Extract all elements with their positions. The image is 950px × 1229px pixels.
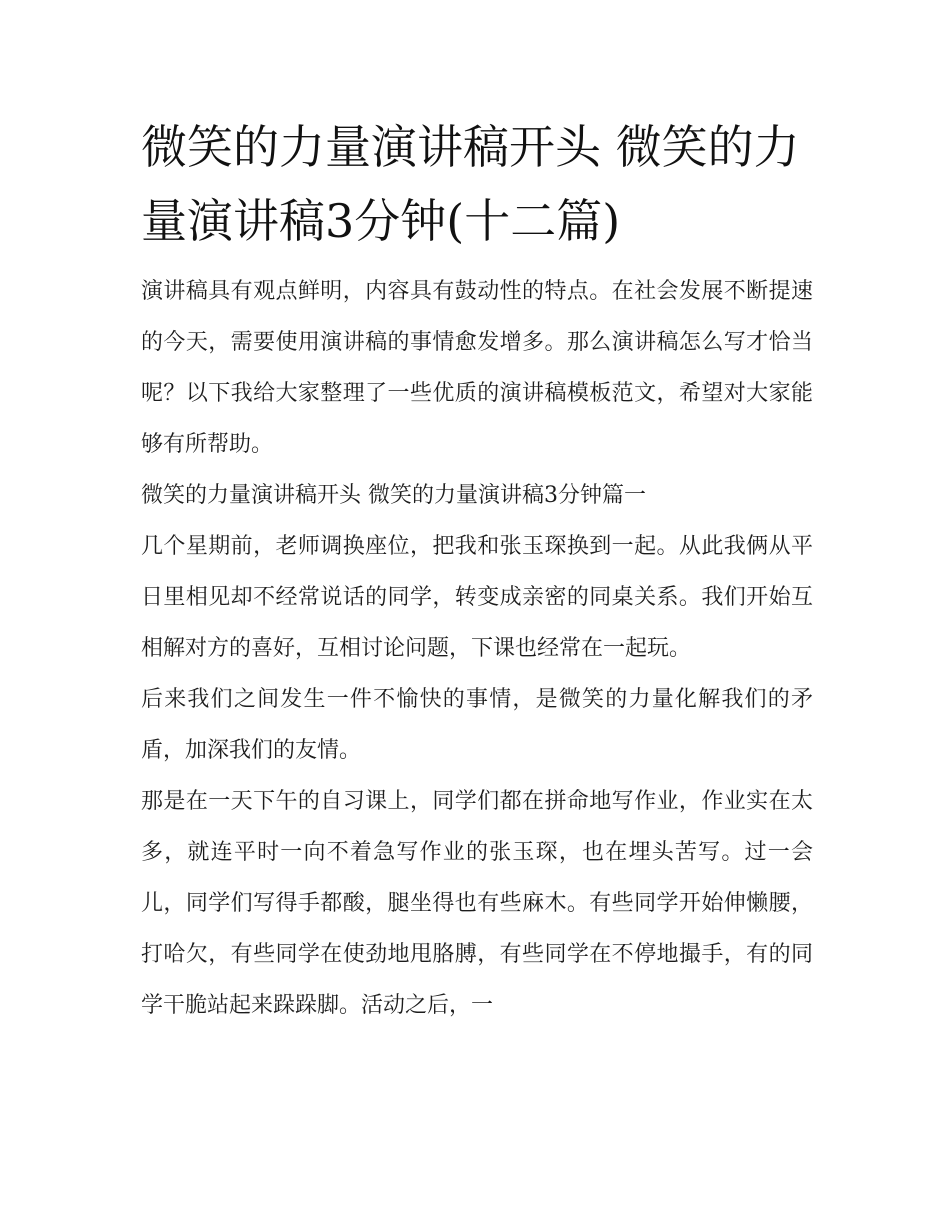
body-paragraph: 几个星期前，老师调换座位，把我和张玉琛换到一起。从此我俩从平日里相见却不经常说话的同学，转变成亲密的同桌关系。我们开始互相解对方的喜好，互相讨论问题，下课也经常在一起玩。 bbox=[141, 534, 813, 661]
document-page bbox=[141, 110, 813, 1031]
document-title: 微笑的力量演讲稿开头 微笑的力量演讲稿3分钟(十二篇) bbox=[141, 120, 800, 248]
section-heading: 微笑的力量演讲稿开头 微笑的力量演讲稿3分钟篇一 bbox=[141, 483, 646, 508]
body-paragraph: 后来我们之间发生一件不愉快的事情，是微笑的力量化解我们的矛盾，加深我们的友情。 bbox=[141, 687, 813, 763]
body-paragraph: 那是在一天下午的自习课上，同学们都在拼命地写作业，作业实在太多，就连平时一向不着急写作业的张玉琛，也在埋头苦写。过一会儿，同学们写得手都酸，腿坐得也有些麻木。有些同学开始伸懒腰，打哈欠，有些同学在使劲地甩胳膊，有些同学在不停地撮手，有的同学干脆站起来跺跺脚。活动之后，一 bbox=[141, 789, 813, 1018]
intro-paragraph: 演讲稿具有观点鲜明，内容具有鼓动性的特点。在社会发展不断提速的今天，需要使用演讲稿的事情愈发增多。那么演讲稿怎么写才恰当呢？以下我给大家整理了一些优质的演讲稿模板范文，希望对大家能够有所帮助。 bbox=[141, 279, 813, 457]
